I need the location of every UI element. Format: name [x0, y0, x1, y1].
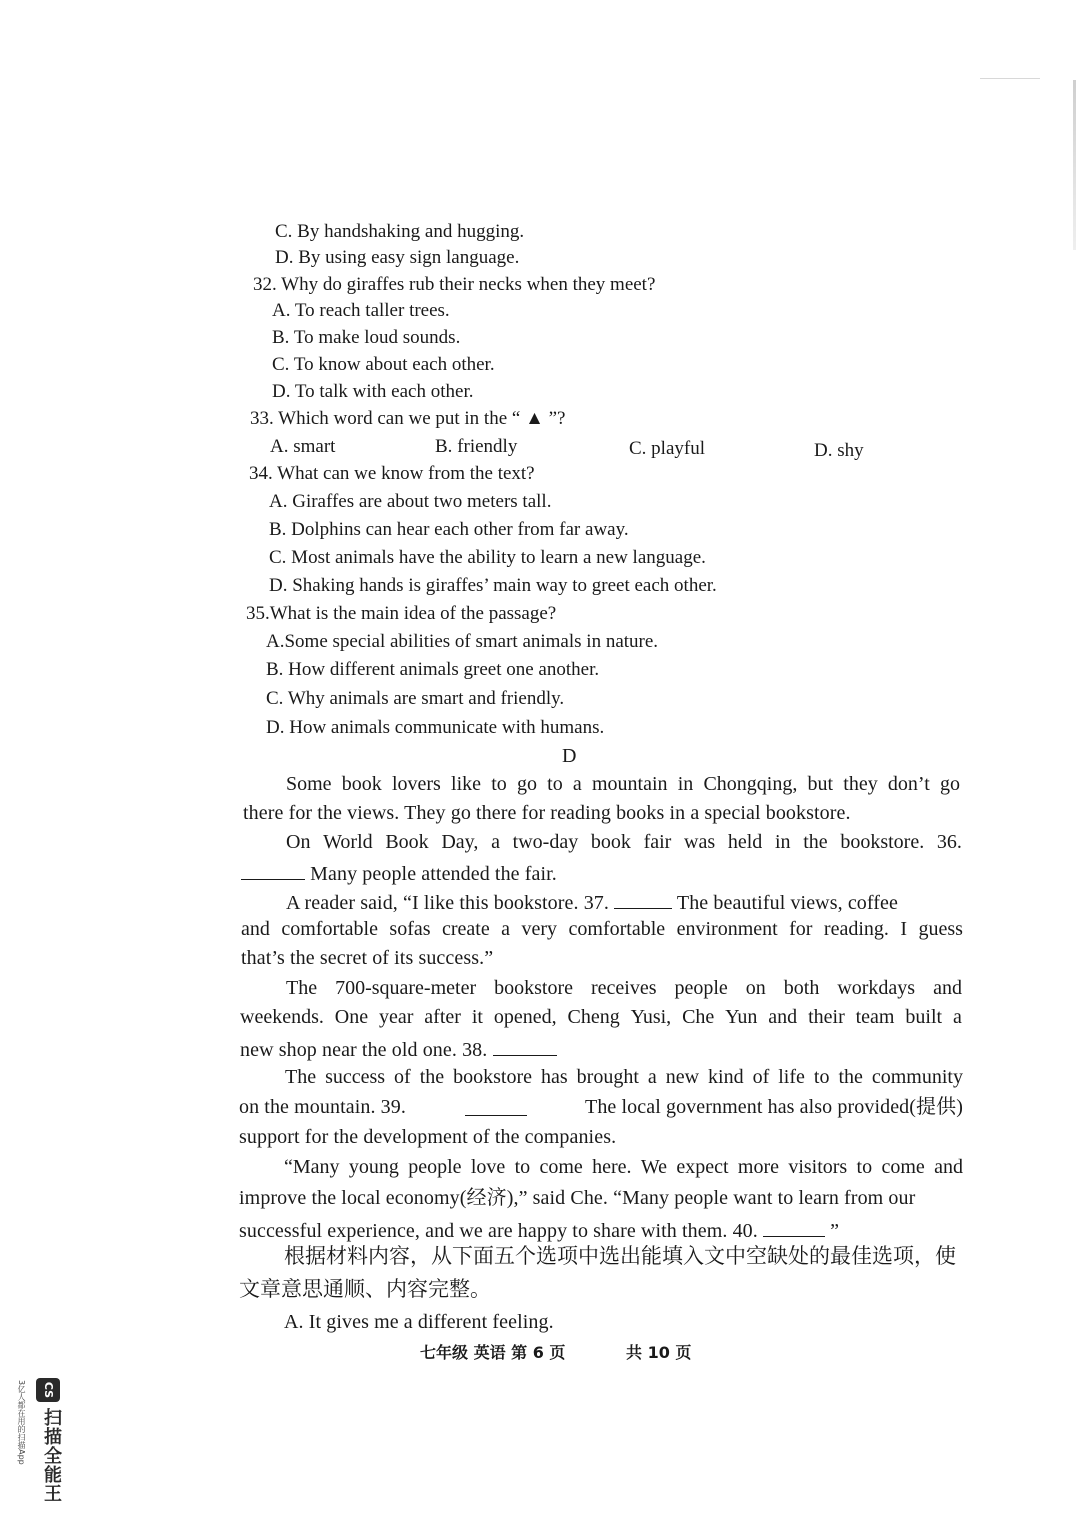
passage-word: to [491, 773, 507, 795]
passage-word: Book [385, 831, 429, 853]
blank-40[interactable] [763, 1216, 825, 1237]
passage-word: and [934, 1156, 963, 1178]
passage-word: receives [590, 977, 657, 999]
passage-word: a [501, 918, 511, 940]
choice-a: A. It gives me a different feeling. [284, 1311, 554, 1333]
passage-word: team [855, 1006, 895, 1028]
scan-edge-mark [1073, 80, 1076, 250]
passage-word: and [768, 1006, 798, 1028]
q35-option-d: D. How animals communicate with humans. [266, 717, 605, 738]
passage-p3-line1-a: A reader said, “I like this bookstore. 37. [286, 892, 610, 914]
passage-word: don’t [887, 773, 930, 795]
instruction-line2: 文章意思通顺、内容完整。 [239, 1277, 491, 1301]
passage-word: was [684, 831, 716, 853]
passage-word: mountain [591, 773, 668, 795]
passage-word: of [752, 1066, 770, 1088]
passage-word: to [514, 1156, 531, 1178]
blank-39[interactable] [465, 1095, 527, 1116]
passage-word: they [843, 773, 878, 795]
footer-total-pages: 共 10 页 [626, 1343, 692, 1362]
passage-word: visitors [788, 1156, 848, 1178]
passage-p1-line2: there for the views. They go there for reading books in a special bookstore. [243, 802, 851, 824]
passage-word: sofas [389, 918, 431, 940]
passage-word: in [677, 773, 694, 795]
passage-word: workdays [837, 977, 916, 999]
passage-word: book [341, 773, 382, 795]
passage-word: come [881, 1156, 925, 1178]
passage-word: create [441, 918, 490, 940]
q35-option-c: C. Why animals are smart and friendly. [266, 688, 565, 709]
passage-word: to [547, 773, 563, 795]
passage-word: go [516, 773, 537, 795]
passage-word: On [286, 831, 311, 853]
passage-p5-line1 [285, 1065, 963, 1089]
passage-p2-line1 [286, 830, 962, 854]
passage-p3-line1 [286, 888, 898, 915]
passage-p1-line1 [286, 772, 960, 796]
passage-word: held [727, 831, 763, 853]
passage-word: here. [592, 1156, 632, 1178]
passage-p4-line3-text: new shop near the old one. 38. [240, 1039, 488, 1061]
passage-word: opened, [493, 1006, 557, 1028]
passage-p6-line3-a: successful experience, and we are happy to share with them. 40. [239, 1220, 758, 1242]
q31-option-c: C. By handshaking and hugging. [275, 221, 525, 242]
passage-word: a [647, 1066, 657, 1088]
passage-word: reading. [823, 918, 889, 940]
passage-word: it [471, 1006, 483, 1028]
passage-word: more [737, 1156, 779, 1178]
passage-word: book [590, 831, 631, 853]
q33-option-a: A. smart [270, 436, 336, 457]
passage-p2-line2 [241, 859, 557, 886]
q34-option-c: C. Most animals have the ability to learn a new language. [269, 547, 706, 568]
passage-word: Che [682, 1006, 715, 1028]
passage-word: comfortable [281, 918, 378, 940]
passage-word: go [939, 773, 960, 795]
passage-word: young [348, 1156, 399, 1178]
passage-word: two-day [512, 831, 579, 853]
passage-word: One [334, 1006, 369, 1028]
passage-p4-line3 [240, 1035, 557, 1062]
passage-p5-line3: support for the development of the companies. [239, 1126, 617, 1148]
q34-option-a: A. Giraffes are about two meters tall. [269, 491, 552, 512]
passage-p2-line2-text: Many people attended the fair. [310, 863, 557, 885]
passage-word: people [408, 1156, 462, 1178]
passage-word: “Many [284, 1156, 340, 1178]
passage-word: Some [286, 773, 332, 795]
passage-p6-line3-b: ” [830, 1220, 840, 1242]
passage-word: both [783, 977, 820, 999]
passage-word: bookstore. [840, 831, 925, 853]
q33-option-d: D. shy [814, 440, 864, 461]
passage-word: comfortable [568, 918, 666, 940]
footer-page-info: 七年级 英语 第 6 页 [420, 1343, 566, 1362]
passage-word: 700-square-meter [335, 977, 477, 999]
passage-word: expect [676, 1156, 729, 1178]
passage-word: on [745, 977, 766, 999]
passage-word: the [419, 1066, 445, 1088]
passage-word: to [856, 1156, 873, 1178]
q34-option-d: D. Shaking hands is giraffes’ main way to greet each other. [269, 575, 717, 596]
passage-word: a [491, 831, 500, 853]
passage-word: fair [643, 831, 672, 853]
passage-word: success [325, 1066, 386, 1088]
blank-36[interactable] [241, 859, 305, 880]
scan-edge-line [980, 78, 1040, 79]
passage-word: their [808, 1006, 845, 1028]
passage-word: of [394, 1066, 411, 1088]
q33-option-c: C. playful [629, 438, 705, 459]
camscanner-logo-icon: CS [36, 1378, 60, 1402]
passage-word: community [871, 1066, 963, 1088]
passage-word: but [807, 773, 834, 795]
section-heading: D [562, 745, 577, 767]
passage-word: to [813, 1066, 830, 1088]
passage-word: The [285, 1066, 317, 1088]
q33-option-b: B. friendly [435, 436, 518, 457]
passage-p4-line1 [286, 976, 962, 1000]
passage-word: Cheng [567, 1006, 620, 1028]
passage-word: weekends. [240, 1006, 324, 1028]
passage-word: the [838, 1066, 863, 1088]
watermark-name: 扫描全能王 [41, 1408, 62, 1503]
passage-word: brought [576, 1066, 639, 1088]
passage-word: very [521, 918, 558, 940]
watermark-tagline: 3亿人都在用的扫描App [17, 1380, 26, 1465]
passage-p4-line2 [240, 1005, 962, 1029]
passage-p6-line2: improve the local economy(经济),” said Che. “Many people want to learn from our [239, 1187, 916, 1209]
passage-word: Yun [725, 1006, 758, 1028]
passage-word: World [323, 831, 373, 853]
passage-word: 36. [936, 831, 962, 853]
q34-option-b: B. Dolphins can hear each other from far away. [269, 519, 629, 540]
passage-word: new [665, 1066, 700, 1088]
passage-word: after [424, 1006, 461, 1028]
passage-word: like [451, 773, 482, 795]
passage-p5-line2 [239, 1095, 963, 1119]
q33-stem: 33. Which word can we put in the “ ▲ ”? [250, 408, 566, 429]
passage-word: The [286, 977, 318, 999]
passage-p3-line2 [241, 917, 963, 941]
passage-word: Day, [441, 831, 479, 853]
passage-word: people [674, 977, 728, 999]
q32-option-c: C. To know about each other. [272, 354, 495, 375]
passage-word: a [572, 773, 582, 795]
passage-word: built [905, 1006, 943, 1028]
passage-word: in [774, 831, 791, 853]
passage-word: I [900, 918, 908, 940]
passage-word: has [541, 1066, 568, 1088]
passage-word: for [789, 918, 813, 940]
q35-stem: 35.What is the main idea of the passage? [246, 603, 557, 624]
passage-word: bookstore [494, 977, 573, 999]
passage-word: and [933, 977, 962, 999]
q32-stem: 32. Why do giraffes rub their necks when they meet? [253, 274, 656, 295]
q31-option-d: D. By using easy sign language. [275, 247, 520, 268]
q32-option-a: A. To reach taller trees. [272, 300, 450, 321]
passage-word: We [640, 1156, 668, 1178]
blank-38[interactable] [493, 1035, 557, 1056]
q32-option-d: D. To talk with each other. [272, 381, 474, 402]
instruction-line1: 根据材料内容，从下面五个选项中选出能填入文中空缺处的最佳选项，使 [284, 1244, 956, 1268]
passage-p6-line3 [239, 1216, 839, 1243]
passage-word: love [470, 1156, 506, 1178]
scanner-watermark [14, 1378, 62, 1508]
passage-p3-line3: that’s the secret of its success.” [241, 947, 494, 969]
passage-word: Yusi, [630, 1006, 672, 1028]
passage-p6-line1 [284, 1155, 963, 1179]
passage-word: bookstore [453, 1066, 533, 1088]
blank-37[interactable] [614, 888, 672, 909]
passage-word: kind [708, 1066, 744, 1088]
q35-option-b: B. How different animals greet one another. [266, 659, 600, 680]
passage-word: and [241, 918, 270, 940]
passage-word: guess [918, 918, 963, 940]
q32-option-b: B. To make loud sounds. [272, 327, 461, 348]
passage-p5-line2-a: on the mountain. 39. [239, 1096, 406, 1118]
q34-stem: 34. What can we know from the text? [249, 463, 535, 484]
passage-word: year [378, 1006, 414, 1028]
passage-word: Chongqing, [703, 773, 798, 795]
passage-p3-line1-b: The beautiful views, coffee [676, 892, 899, 914]
passage-p5-line2-b: The local government has also provided(提供) [585, 1096, 963, 1118]
passage-word: come [539, 1156, 583, 1178]
passage-word: a [952, 1006, 962, 1028]
page-footer [0, 1340, 1080, 1364]
passage-word: the [803, 831, 828, 853]
passage-word: lovers [391, 773, 441, 795]
q35-option-a: A.Some special abilities of smart animals in nature. [266, 631, 659, 652]
passage-word: life [778, 1066, 805, 1088]
passage-word: environment [676, 918, 778, 940]
